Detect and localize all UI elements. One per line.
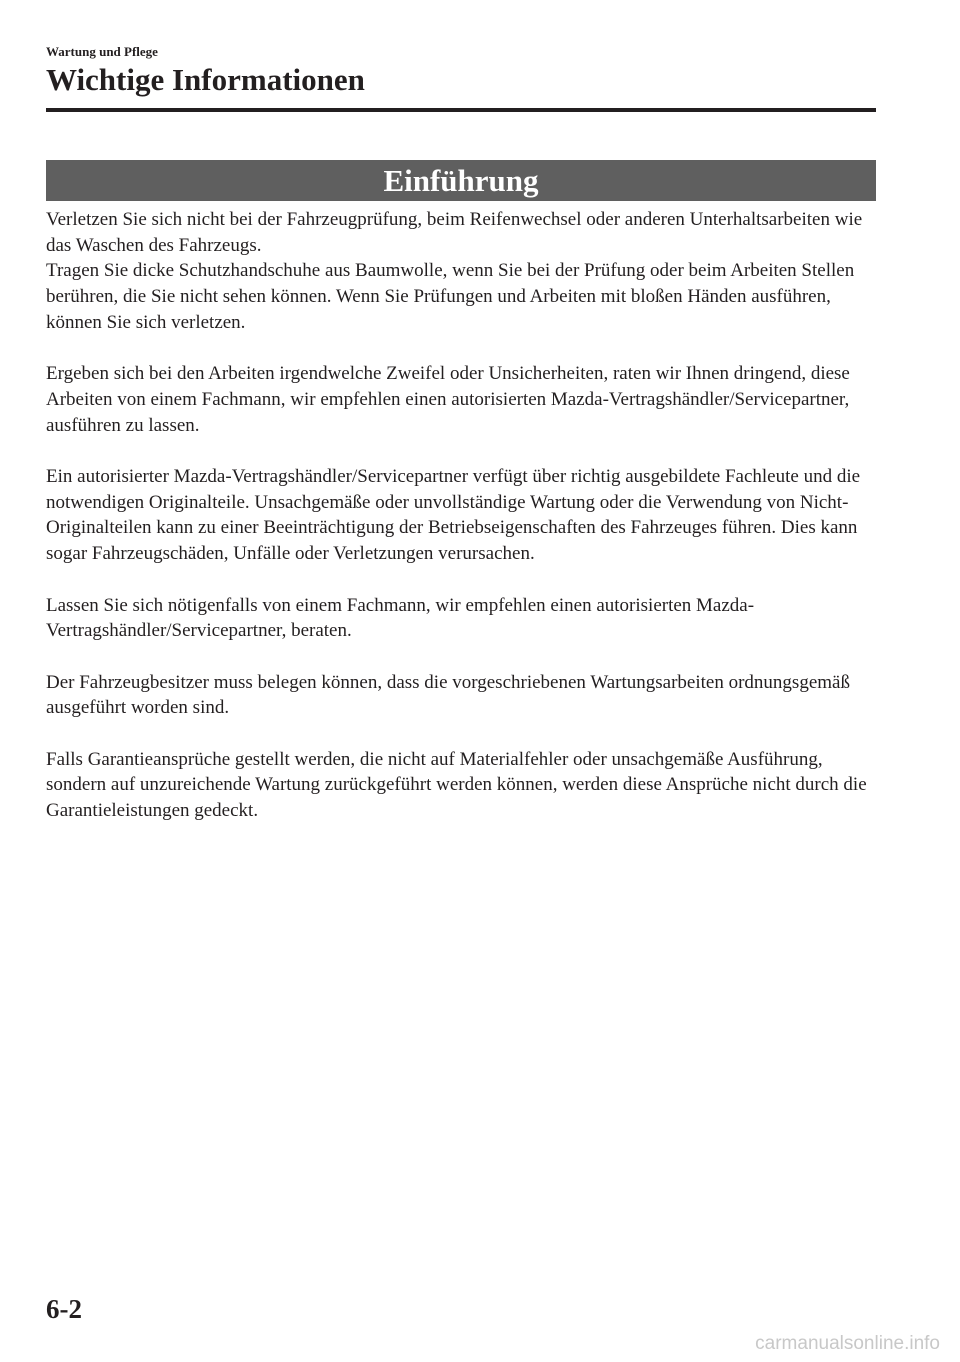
paragraph: Lassen Sie sich nötigenfalls von einem Fachmann, wir empfehlen einen autorisierten Mazda-Vertragshändler/Servicepartner, beraten. bbox=[46, 594, 755, 642]
page-title: Wichtige Informationen bbox=[46, 62, 365, 97]
body-text bbox=[46, 207, 876, 849]
section-banner: Einführung bbox=[46, 160, 876, 201]
paragraph: Ein autorisierter Mazda-Vertragshändler/Servicepartner verfügt über richtig ausgebildete Fachleute und die notwendigen Originalteile. Unsachgemäße oder unvollständige Wartung oder die Verwendung von Nicht-Originalteilen kann zu einer Beeinträchtigung der Betriebseigenschaften des Fahrzeuges führen. Dies kann sogar Fahrzeugschäden, Unfälle oder Verletzungen verursachen. bbox=[46, 466, 861, 565]
paragraph: Tragen Sie dicke Schutzhandschuhe aus Baumwolle, wenn Sie bei der Prüfung oder beim Arbeiten Stellen berühren, die Sie nicht sehen können. Wenn Sie Prüfungen und Arbeiten mit bloßen Händen ausführen, können Sie sich verletzen. bbox=[46, 260, 855, 333]
paragraph: Der Fahrzeugbesitzer muss belegen können, dass die vorgeschriebenen Wartungsarbeiten ordnungsgemäß ausgeführt worden sind. bbox=[46, 671, 850, 719]
section-label: Wartung und Pflege bbox=[46, 44, 158, 59]
paragraph: Falls Garantieansprüche gestellt werden, die nicht auf Materialfehler oder unsachgemäße Ausführung, sondern auf unzureichende Wartung zurückgeführt werden können, werden diese Ansprüche nicht durch die Garantieleistungen gedeckt. bbox=[46, 748, 867, 822]
title-divider bbox=[46, 108, 876, 112]
paragraph: Ergeben sich bei den Arbeiten irgendwelche Zweifel oder Unsicherheiten, raten wir Ihnen dringend, diese Arbeiten von einem Fachmann, wir empfehlen einen autorisierten Mazda-Vertragshändler/Servicepartner, ausführen zu lassen. bbox=[46, 363, 850, 436]
page-number: 6-2 bbox=[46, 1294, 82, 1324]
watermark-link[interactable]: carmanualsonline.info bbox=[755, 1333, 940, 1354]
paragraph: Verletzen Sie sich nicht bei der Fahrzeugprüfung, beim Reifenwechsel oder anderen Unterhaltsarbeiten wie das Waschen des Fahrzeugs. bbox=[46, 209, 863, 256]
